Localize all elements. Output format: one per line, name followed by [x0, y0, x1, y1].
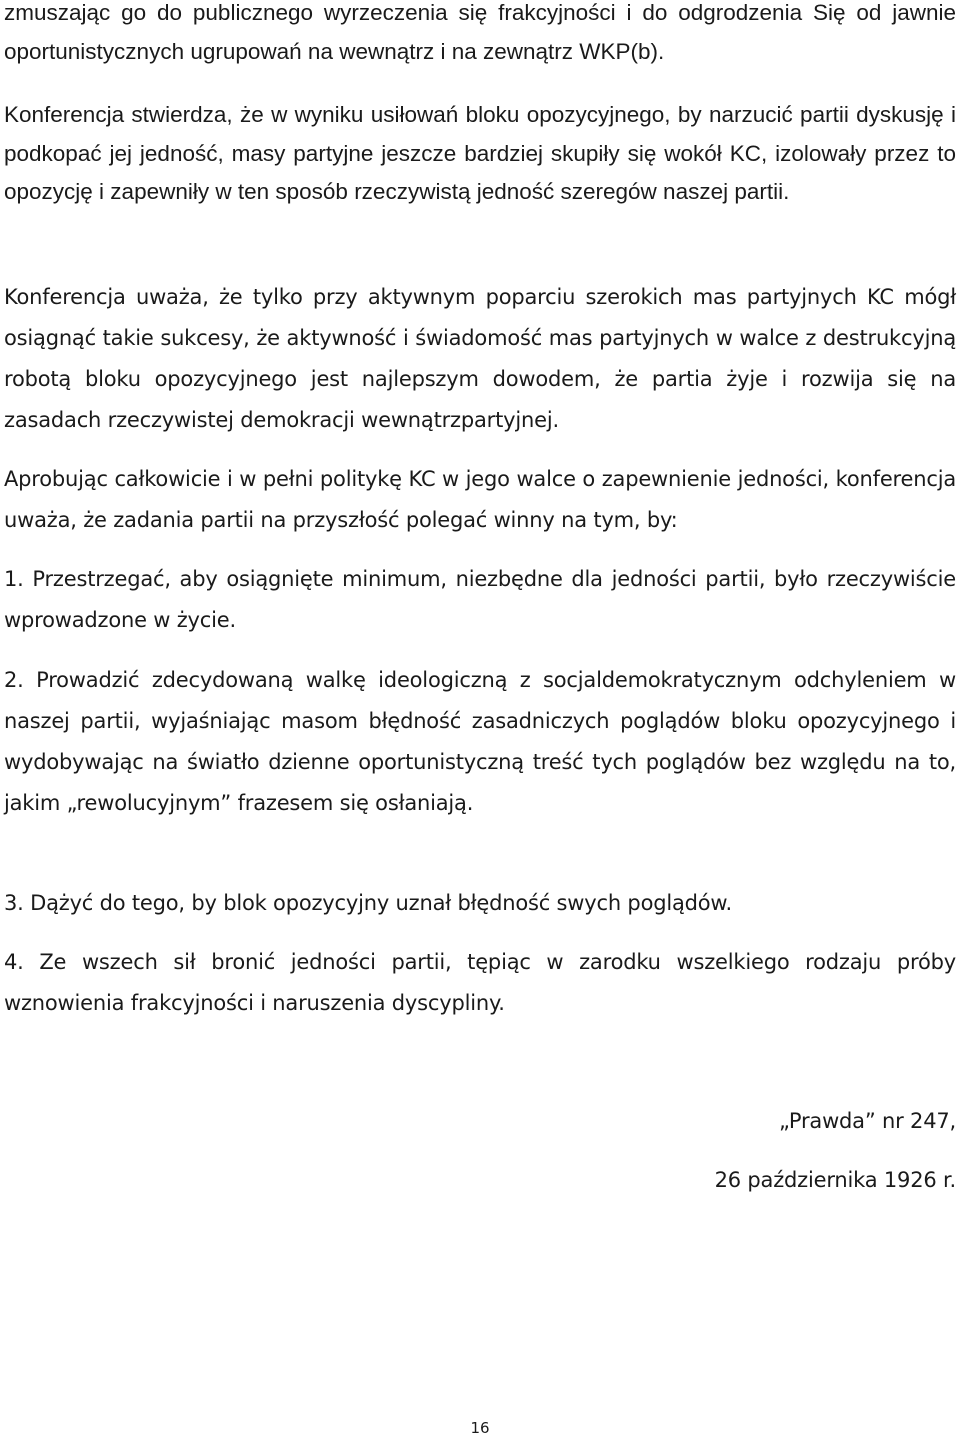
paragraph-continuation: zmuszając go do publicznego wyrzeczenia się frakcyjności i do odgrodzenia Się od jawnie oportunistycznych ugrupowań na wewnątrz i na zewnątrz WKP(b). [4, 0, 956, 64]
page-number: 16 [470, 1419, 490, 1437]
list-item-1: 1. Przestrzegać, aby osiągnięte minimum, niezbędne dla jedności partii, było rzeczywiście wprowadzone w życie. [4, 567, 956, 632]
source-citation-line-1: „Prawda” nr 247, [778, 1109, 956, 1133]
paragraph-approval-statement: Aprobując całkowicie i w pełni politykę KC w jego walce o zapewnienie jedności, konferencja uważa, że zadania partii na przyszłość polegać winny na tym, by: [4, 467, 956, 532]
source-citation-line-2: 26 października 1926 r. [714, 1168, 956, 1192]
list-item-3: 3. Dążyć do tego, by blok opozycyjny uznał błędność swych poglądów. [4, 891, 732, 915]
paragraph-support-statement: Konferencja uważa, że tylko przy aktywnym poparciu szerokich mas partyjnych KC mógł osiągnąć takie sukcesy, że aktywność i świadomość mas partyjnych w walce z destrukcyjną robotą bloku opozycyjnego jest najlepszym dowodem, że partia żyje i rozwija się na zasadach rzeczywistej demokracji wewnątrzpartyjnej. [4, 285, 956, 432]
list-item-2: 2. Prowadzić zdecydowaną walkę ideologiczną z socjaldemokratycznym odchyleniem w naszej partii, wyjaśniając masom błędność zasadniczych poglądów bloku opozycyjnego i wydobywając na światło dzienne oportunistyczną treść tych poglądów bez względu na to, jakim „rewolucyjnym” frazesem się osłaniają. [4, 668, 956, 815]
list-item-4: 4. Ze wszech sił bronić jedności partii, tępiąc w zarodku wszelkiego rodzaju próby wznowienia frakcyjności i naruszenia dyscypliny. [4, 950, 956, 1015]
paragraph-unity-statement: Konferencja stwierdza, że w wyniku usiłowań bloku opozycyjnego, by narzucić partii dyskusję i podkopać jej jedność, masy partyjne jeszcze bardziej skupiły się wokół KC, izolowały przez to opozycję i zapewniły w ten sposób rzeczywistą jedność szeregów naszej partii. [4, 102, 956, 204]
